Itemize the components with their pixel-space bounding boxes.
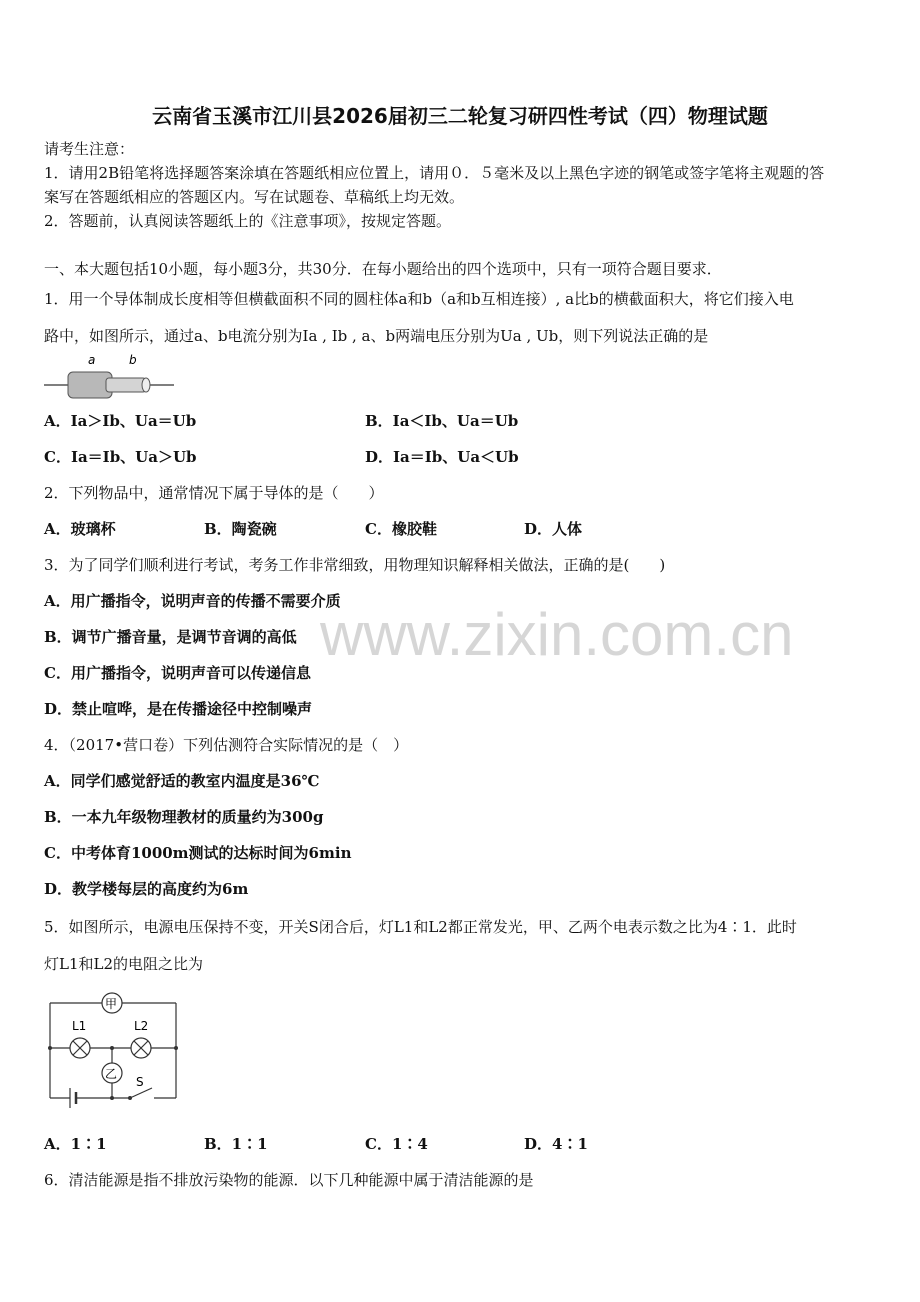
q2-option-b: B．陶瓷碗 [204,520,277,538]
q5-stem-line2: 灯L1和L2的电阻之比为 [44,955,204,973]
notice-line-1b: 案写在答题纸相应的答题区内。写在试题卷、草稿纸上均无效。 [44,188,465,206]
q5-stem-line1: 5．如图所示，电源电压保持不变，开关S闭合后，灯L1和L2都正常发光，甲、乙两个电表示数之比为4∶1．此时 [44,918,797,936]
q5-fig-label-l1: L1 [72,1019,87,1033]
q3-option-d: D．禁止喧哗，是在传播途径中控制噪声 [44,700,313,718]
q5-option-c: C．1∶4 [365,1135,428,1153]
q2-option-d: D．人体 [524,520,583,538]
q5-option-d: D．4∶1 [524,1135,588,1153]
q3-option-b: B．调节广播音量，是调节音调的高低 [44,628,297,646]
q2-option-c: C．橡胶鞋 [365,520,437,538]
q2-stem: 2．下列物品中，通常情况下属于导体的是（ ） [44,484,384,502]
q1-conductor-figure [44,350,179,400]
q1-option-c: C．Ia＝Ib、Ua＞Ub [44,448,197,466]
q3-option-a: A．用广播指令，说明声音的传播不需要介质 [44,592,341,610]
watermark: www.zixin.com.cn [320,601,794,668]
q4-stem: 4．（2017•营口卷）下列估测符合实际情况的是（ ） [44,736,409,754]
q1-fig-label-b: b [129,353,137,367]
q5-fig-meter-yi: 乙 [105,1067,118,1081]
q4-option-d: D．教学楼每层的高度约为6m [44,880,249,898]
q4-option-a: A．同学们感觉舒适的教室内温度是36℃ [44,772,320,790]
q1-option-d: D．Ia＝Ib、Ua＜Ub [365,448,519,466]
q5-option-b: B．1∶1 [204,1135,268,1153]
q1-stem-line2: 路中，如图所示，通过a、b电流分别为Ia , Ib , a、b两端电压分别为Ua , Ub，则下列说法正确的是 [44,327,709,345]
q4-option-c: C．中考体育1000m测试的达标时间为6min [44,844,352,862]
q3-option-c: C．用广播指令，说明声音可以传递信息 [44,664,311,682]
q1-fig-label-a: a [88,353,96,367]
q5-circuit-figure [40,988,190,1113]
q4-option-b: B．一本九年级物理教材的质量约为300g [44,808,324,826]
section-heading: 一、本大题包括10小题，每小题3分，共30分．在每小题给出的四个选项中，只有一项符合题目要求． [44,260,722,278]
q5-fig-label-s: S [136,1075,144,1089]
notice-heading: 请考生注意： [44,140,135,158]
q1-option-a: A．Ia＞Ib、Ua＝Ub [44,412,197,430]
notice-line-1a: 1．请用2B铅笔将选择题答案涂填在答题纸相应位置上，请用０．５毫米及以上黑色字迹的钢笔或签字笔将主观题的答 [44,164,825,182]
q5-option-a: A．1∶1 [44,1135,107,1153]
q1-option-b: B．Ia＜Ib、Ua＝Ub [365,412,519,430]
notice-line-2: 2．答题前，认真阅读答题纸上的《注意事项》，按规定答题。 [44,212,452,230]
q6-stem: 6．清洁能源是指不排放污染物的能源．以下几种能源中属于清洁能源的是 [44,1171,534,1189]
q5-fig-meter-jia: 甲 [105,997,118,1011]
q1-stem-line1: 1．用一个导体制成长度相等但横截面积不同的圆柱体a和b（a和b互相连接）, a比b的横截面积大，将它们接入电 [44,290,794,308]
page-title: 云南省玉溪市江川县2026届初三二轮复习研四性考试（四）物理试题 [152,104,768,128]
q3-stem: 3．为了同学们顺利进行考试，考务工作非常细致，用物理知识解释相关做法，正确的是( ) [44,556,666,574]
q5-fig-label-l2: L2 [134,1019,149,1033]
q2-option-a: A．玻璃杯 [44,520,116,538]
